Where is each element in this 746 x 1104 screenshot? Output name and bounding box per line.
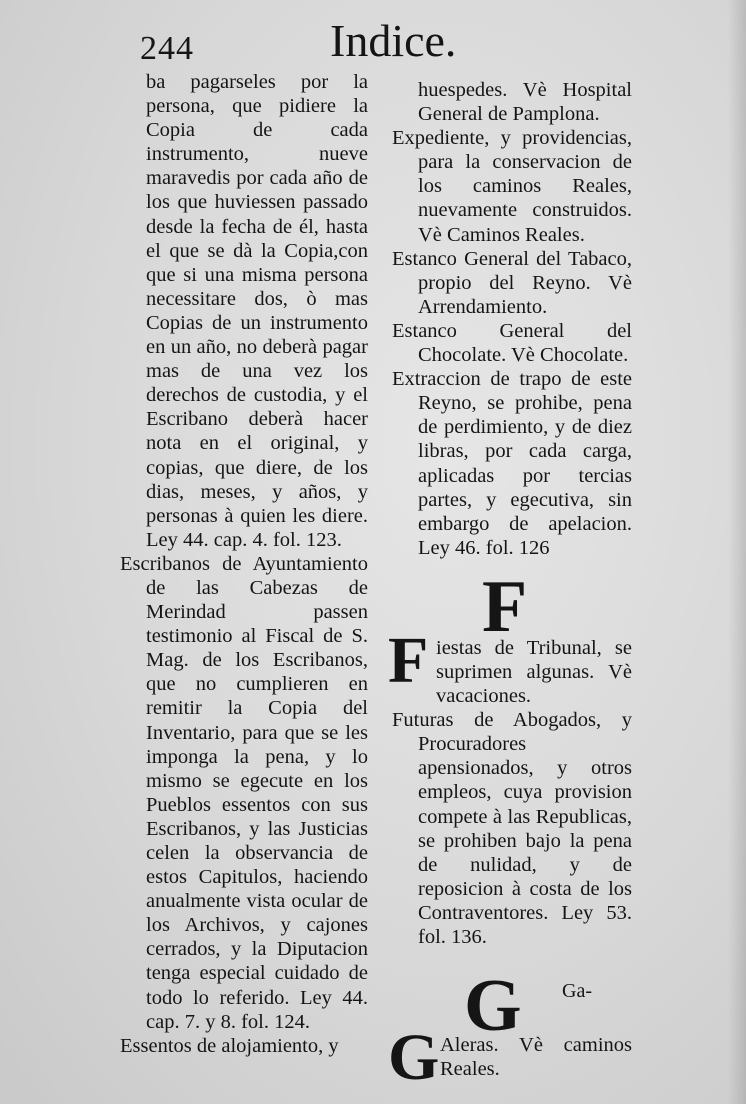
section-heading-f xyxy=(392,565,632,648)
page-edge-shadow xyxy=(728,0,746,1104)
section-letter-f: F xyxy=(482,565,528,648)
index-entry-text: Aleras. Vè caminos Reales. xyxy=(440,1034,632,1081)
index-entry-continuation: huespedes. Vè Hospital General de Pamplona. xyxy=(418,79,632,126)
index-entry: Futuras de Abogados, y Procuradores apensionados, y otros empleos, cuya provision compete à las Republicas, se prohiben bajo la pena de nulidad, y de reposicion à costa de los Contraventores. Ley 53. fol. 136. xyxy=(392,709,632,948)
left-column xyxy=(120,70,368,1058)
index-entry-with-drop-cap xyxy=(388,1021,632,1095)
right-column xyxy=(388,78,632,1095)
running-head: Indice. xyxy=(330,15,457,66)
index-entry-text: iestas de Tribunal, se suprimen algunas. Vè vacaciones. xyxy=(436,636,632,708)
drop-cap-f: F xyxy=(388,623,429,697)
index-entry-continuation: ba pagarseles por la persona, que pidiere la Copia de cada instrumento, nueve maravedis por cada año de los que huviessen passado desde la fecha de él, hasta el que se dà la Copia,con que si una misma persona necessitare dos, ò mas Copias de un instrumento en un año, no deberà pagar mas de una vez los derechos de custodia, y el Escribano deberà hacer nota en el original, y copias, que diere, de los dias, meses, y años, y personas à quien les diere. Ley 44. cap. 4. fol. 123. xyxy=(146,71,368,551)
catchword: Ga- xyxy=(562,980,592,1002)
index-entry: Expediente, y providencias, para la conservacion de los caminos Reales, nuevamente construidos. Vè Caminos Reales. xyxy=(392,127,632,246)
index-entry: Estanco General del Chocolate. Vè Chocolate. xyxy=(392,319,632,367)
page-number: 244 xyxy=(140,30,194,67)
section-letter-g: G xyxy=(464,965,522,1048)
index-entry: Escribanos de Ayuntamiento de las Cabezas de Merindad passen testimonio al Fiscal de S. Mag. de los Escribanos, que no cumplieren en remitir la Copia del Inventario, para que se les imponga la pena, y lo mismo se egecute en los Pueblos essentos con sus Escribanos, y las Justicias celen la observancia de estos Capitulos, haciendo anualmente vista ocular de los Archivos, y cajones cerrados, y la Diputacion tenga especial cuidado de todo lo referido. Ley 44. cap. 7. y 8. fol. 124. xyxy=(120,552,368,1033)
drop-cap-g: G xyxy=(388,1021,440,1095)
index-entry: Extraccion de trapo de este Reyno, se prohibe, pena de perdimiento, y de diez libras, por cada carga, aplicadas por tercias partes, y egecutiva, sin embargo de apelacion. Ley 46. fol. 126 xyxy=(392,368,632,559)
index-entry: Estanco General del Tabaco, propio del Reyno. Vè Arrendamiento. xyxy=(392,247,632,318)
index-entry: Essentos de alojamiento, y xyxy=(120,1034,339,1057)
index-entry-with-drop-cap xyxy=(388,623,632,708)
